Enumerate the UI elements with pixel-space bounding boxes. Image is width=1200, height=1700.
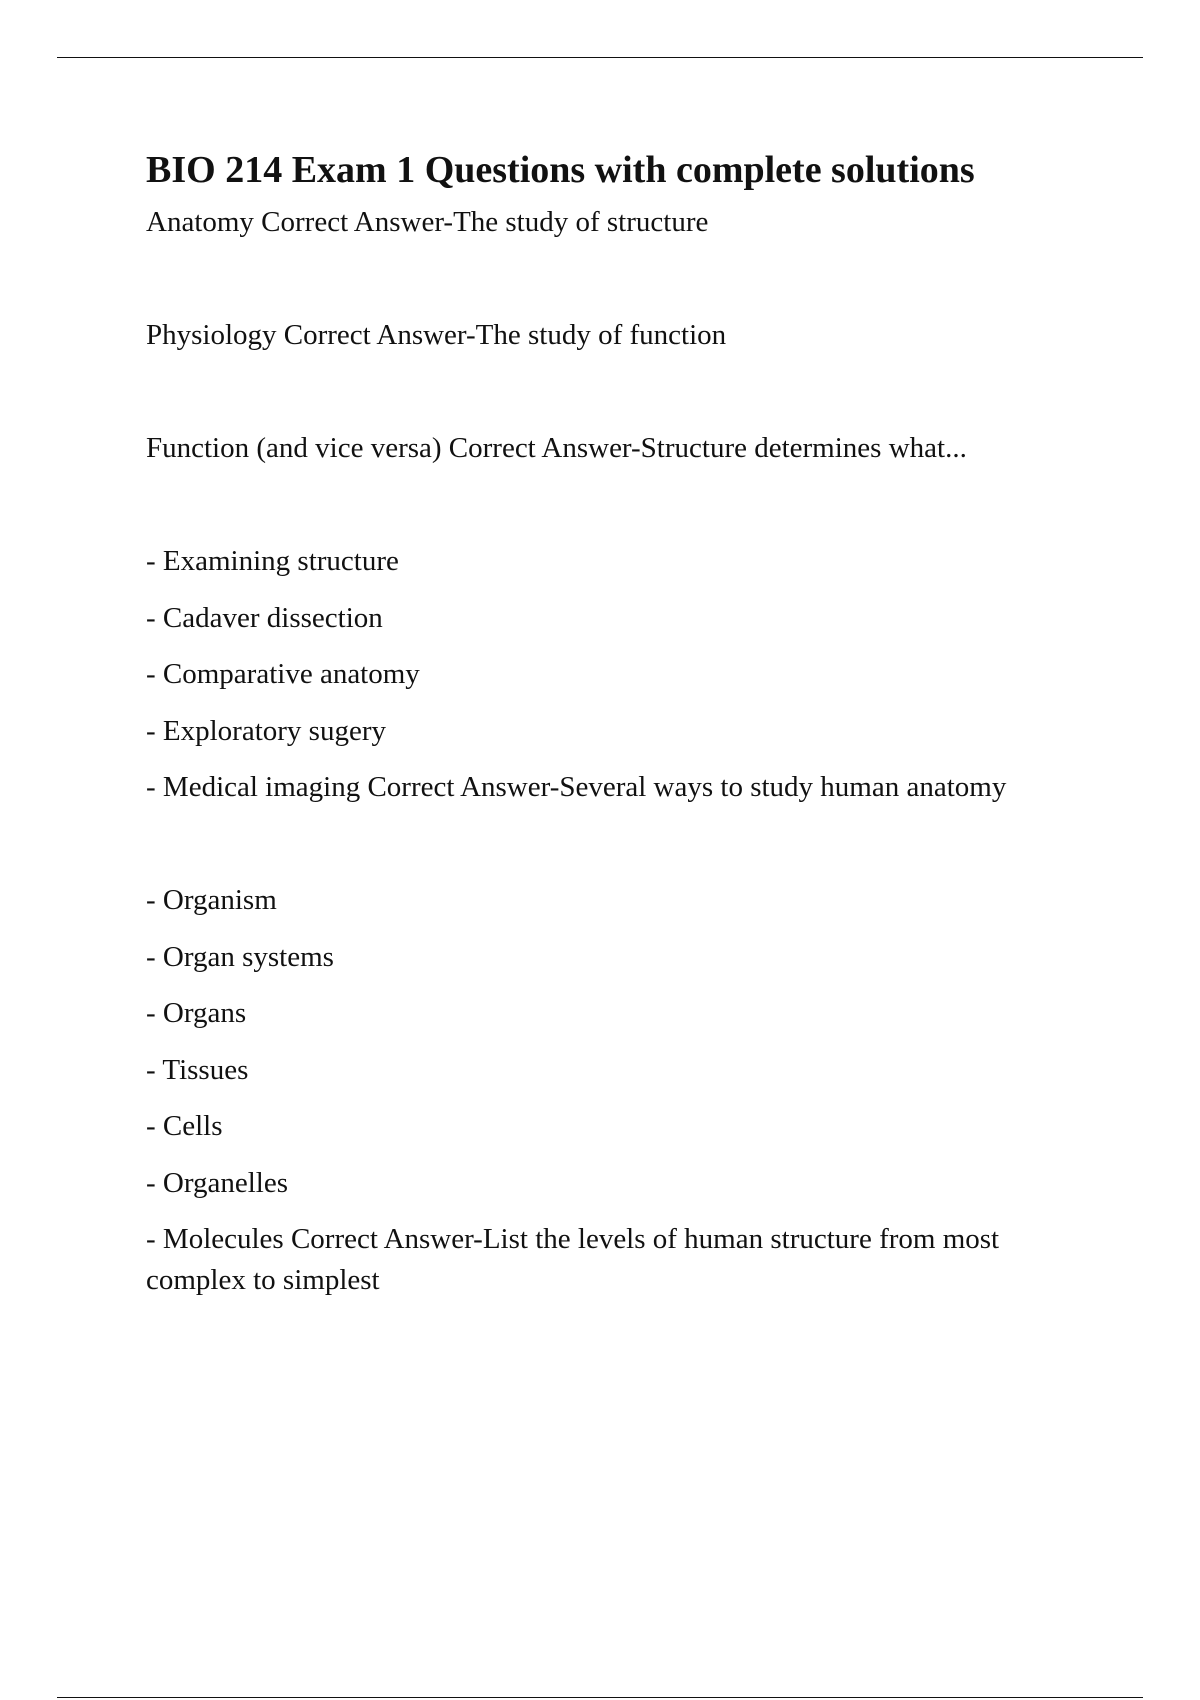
list-item: - Exploratory sugery bbox=[146, 714, 386, 747]
footer-rule bbox=[57, 1697, 1143, 1698]
qa-function: Function (and vice versa) Correct Answer-Structure determines what... bbox=[146, 432, 967, 464]
qa-anatomy: Anatomy Correct Answer-The study of structure bbox=[146, 206, 709, 238]
qa-physiology: Physiology Correct Answer-The study of function bbox=[146, 319, 727, 351]
list-item: - Molecules Correct Answer-List the levels of human structure from most complex to simplest bbox=[146, 1223, 1000, 1296]
list-item: - Organs bbox=[146, 997, 247, 1029]
document-title: BIO 214 Exam 1 Questions with complete solutions bbox=[146, 149, 975, 191]
study-methods-list bbox=[146, 541, 1076, 808]
list-item: - Tissues bbox=[146, 1053, 249, 1086]
list-item: - Examining structure bbox=[146, 545, 399, 577]
list-item: - Organism bbox=[146, 884, 277, 916]
structure-levels-list bbox=[146, 880, 1076, 1301]
header-rule bbox=[57, 57, 1143, 58]
document-body bbox=[146, 140, 1076, 1373]
list-item: - Cadaver dissection bbox=[146, 601, 383, 634]
list-item: - Organ systems bbox=[146, 940, 334, 973]
list-item: - Cells bbox=[146, 1110, 223, 1142]
list-item: - Comparative anatomy bbox=[146, 658, 420, 690]
list-item: - Medical imaging Correct Answer-Several ways to study human anatomy bbox=[146, 771, 1007, 803]
list-item: - Organelles bbox=[146, 1166, 288, 1199]
